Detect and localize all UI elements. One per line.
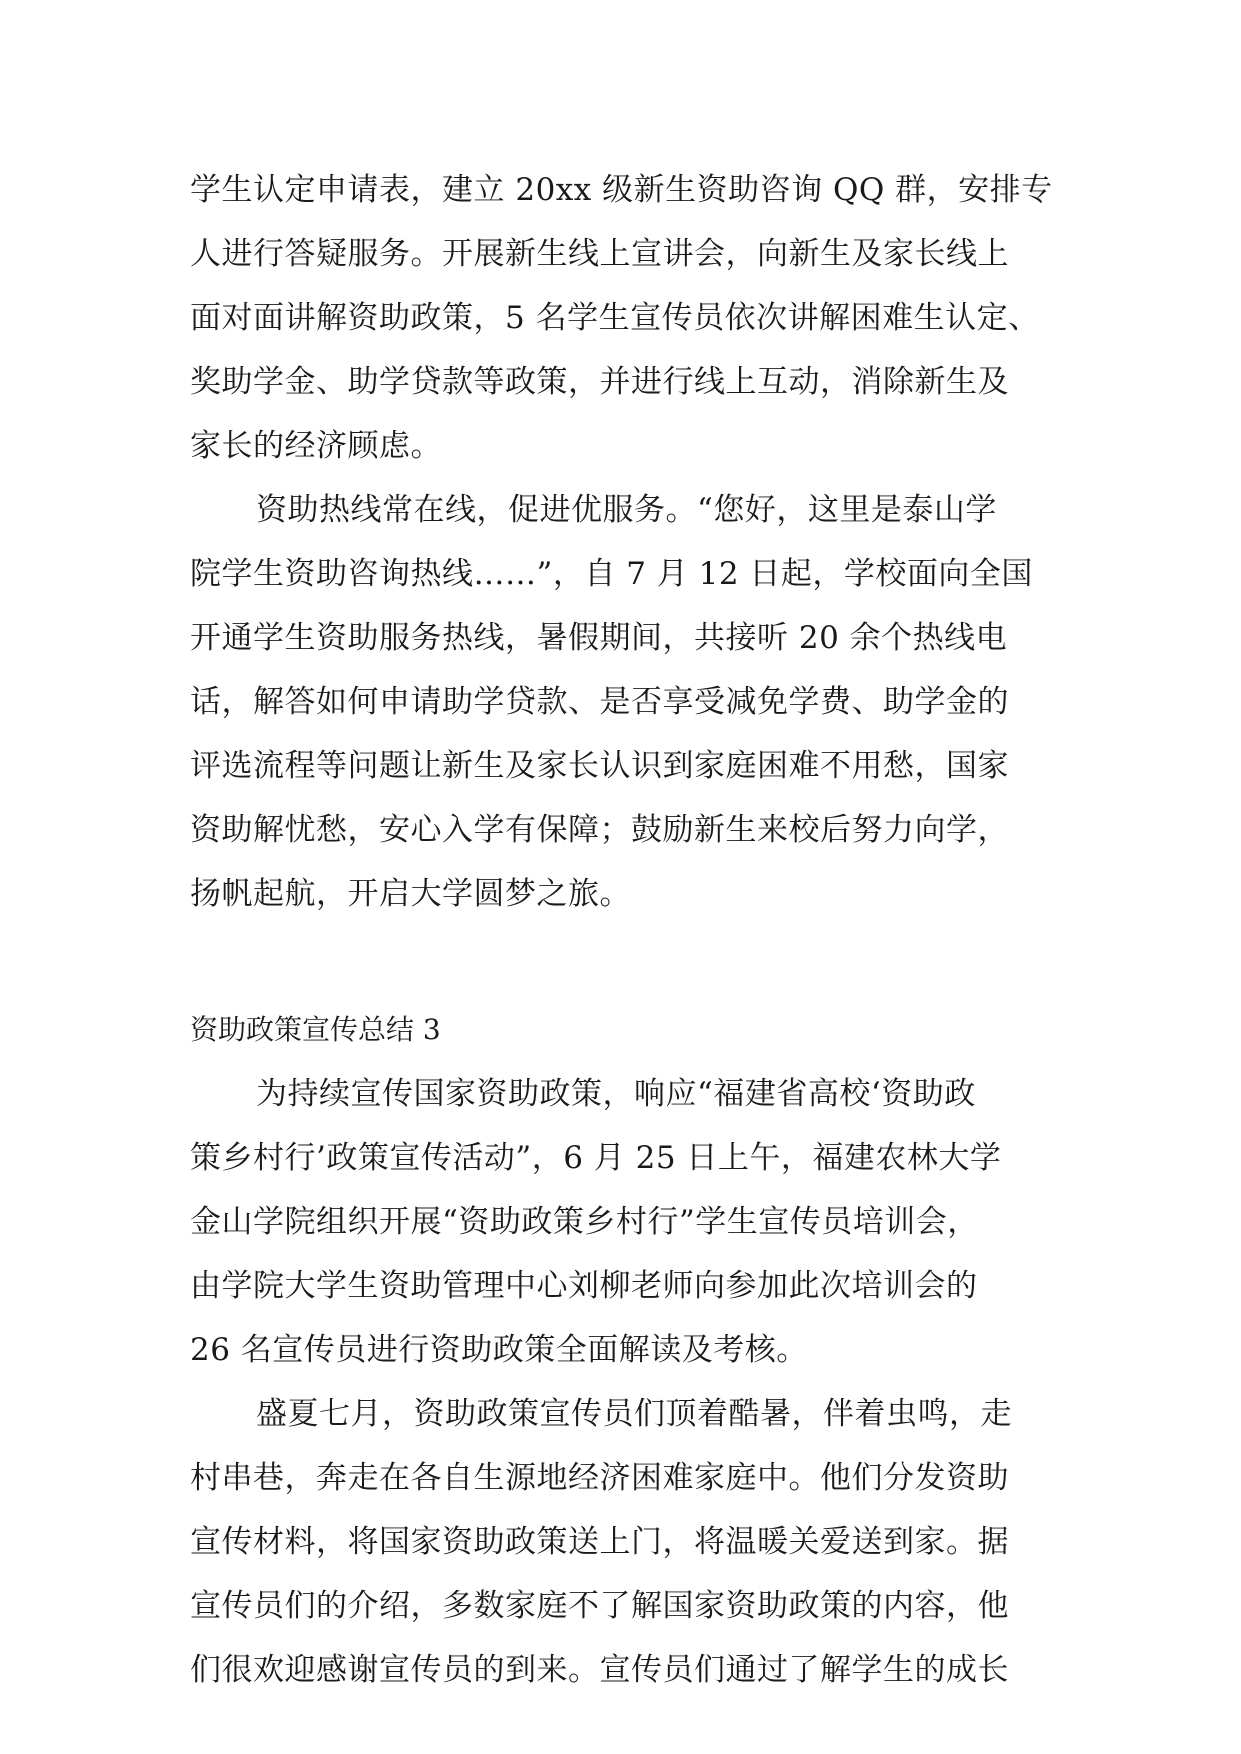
paragraph-2: [190, 478, 1058, 926]
document-body: [190, 158, 1058, 1702]
text-line: 26 名宣传员进行资助政策全面解读及考核。: [190, 1332, 808, 1368]
text-line: 评选流程等问题让新生及家长认识到家庭困难不用愁，国家: [190, 748, 1009, 784]
text-line: 人进行答疑服务。开展新生线上宣讲会，向新生及家长线上: [190, 236, 1009, 272]
text-line: 面对面讲解资助政策，5 名学生宣传员依次讲解困难生认定、: [190, 300, 1040, 336]
text-line: 宣传材料，将国家资助政策送上门，将温暖关爱送到家。据: [190, 1524, 1009, 1560]
text-line: 资助解忧愁，安心入学有保障；鼓励新生来校后努力向学，: [190, 812, 1009, 848]
paragraph-4: [190, 1382, 1058, 1702]
text-line: 们很欢迎感谢宣传员的到来。宣传员们通过了解学生的成长: [190, 1652, 1009, 1688]
text-line: 为持续宣传国家资助政策，响应“福建省高校‘资助政: [256, 1076, 976, 1112]
section-gap: [190, 926, 1058, 998]
text-line: 金山学院组织开展“资助政策乡村行”学生宣传员培训会，: [190, 1204, 979, 1240]
text-line: 扬帆起航，开启大学圆梦之旅。: [190, 876, 631, 912]
text-line: 话，解答如何申请助学贷款、是否享受减免学费、助学金的: [190, 684, 1009, 720]
text-line: 盛夏七月，资助政策宣传员们顶着酷暑，伴着虫鸣，走: [256, 1396, 1012, 1432]
text-line: 家长的经济顾虑。: [190, 428, 442, 464]
text-line: 由学院大学生资助管理中心刘柳老师向参加此次培训会的: [190, 1268, 978, 1304]
text-line: 策乡村行’政策宣传活动”，6 月 25 日上午，福建农林大学: [190, 1140, 1002, 1176]
text-line: 开通学生资助服务热线，暑假期间，共接听 20 余个热线电: [190, 620, 1008, 656]
text-line: 奖助学金、助学贷款等政策，并进行线上互动，消除新生及: [190, 364, 1009, 400]
paragraph-1: [190, 158, 1058, 478]
text-line: 宣传员们的介绍，多数家庭不了解国家资助政策的内容，他: [190, 1588, 1009, 1624]
text-line: 院学生资助咨询热线……”，自 7 月 12 日起，学校面向全国: [190, 556, 1033, 592]
text-line: 资助热线常在线，促进优服务。“您好，这里是泰山学: [256, 492, 997, 528]
section-heading: 资助政策宣传总结 3: [190, 1013, 441, 1046]
text-line: 学生认定申请表，建立 20xx 级新生资助咨询 QQ 群，安排专: [190, 172, 1053, 208]
paragraph-3: [190, 1062, 1058, 1382]
text-line: 村串巷，奔走在各自生源地经济困难家庭中。他们分发资助: [190, 1460, 1009, 1496]
